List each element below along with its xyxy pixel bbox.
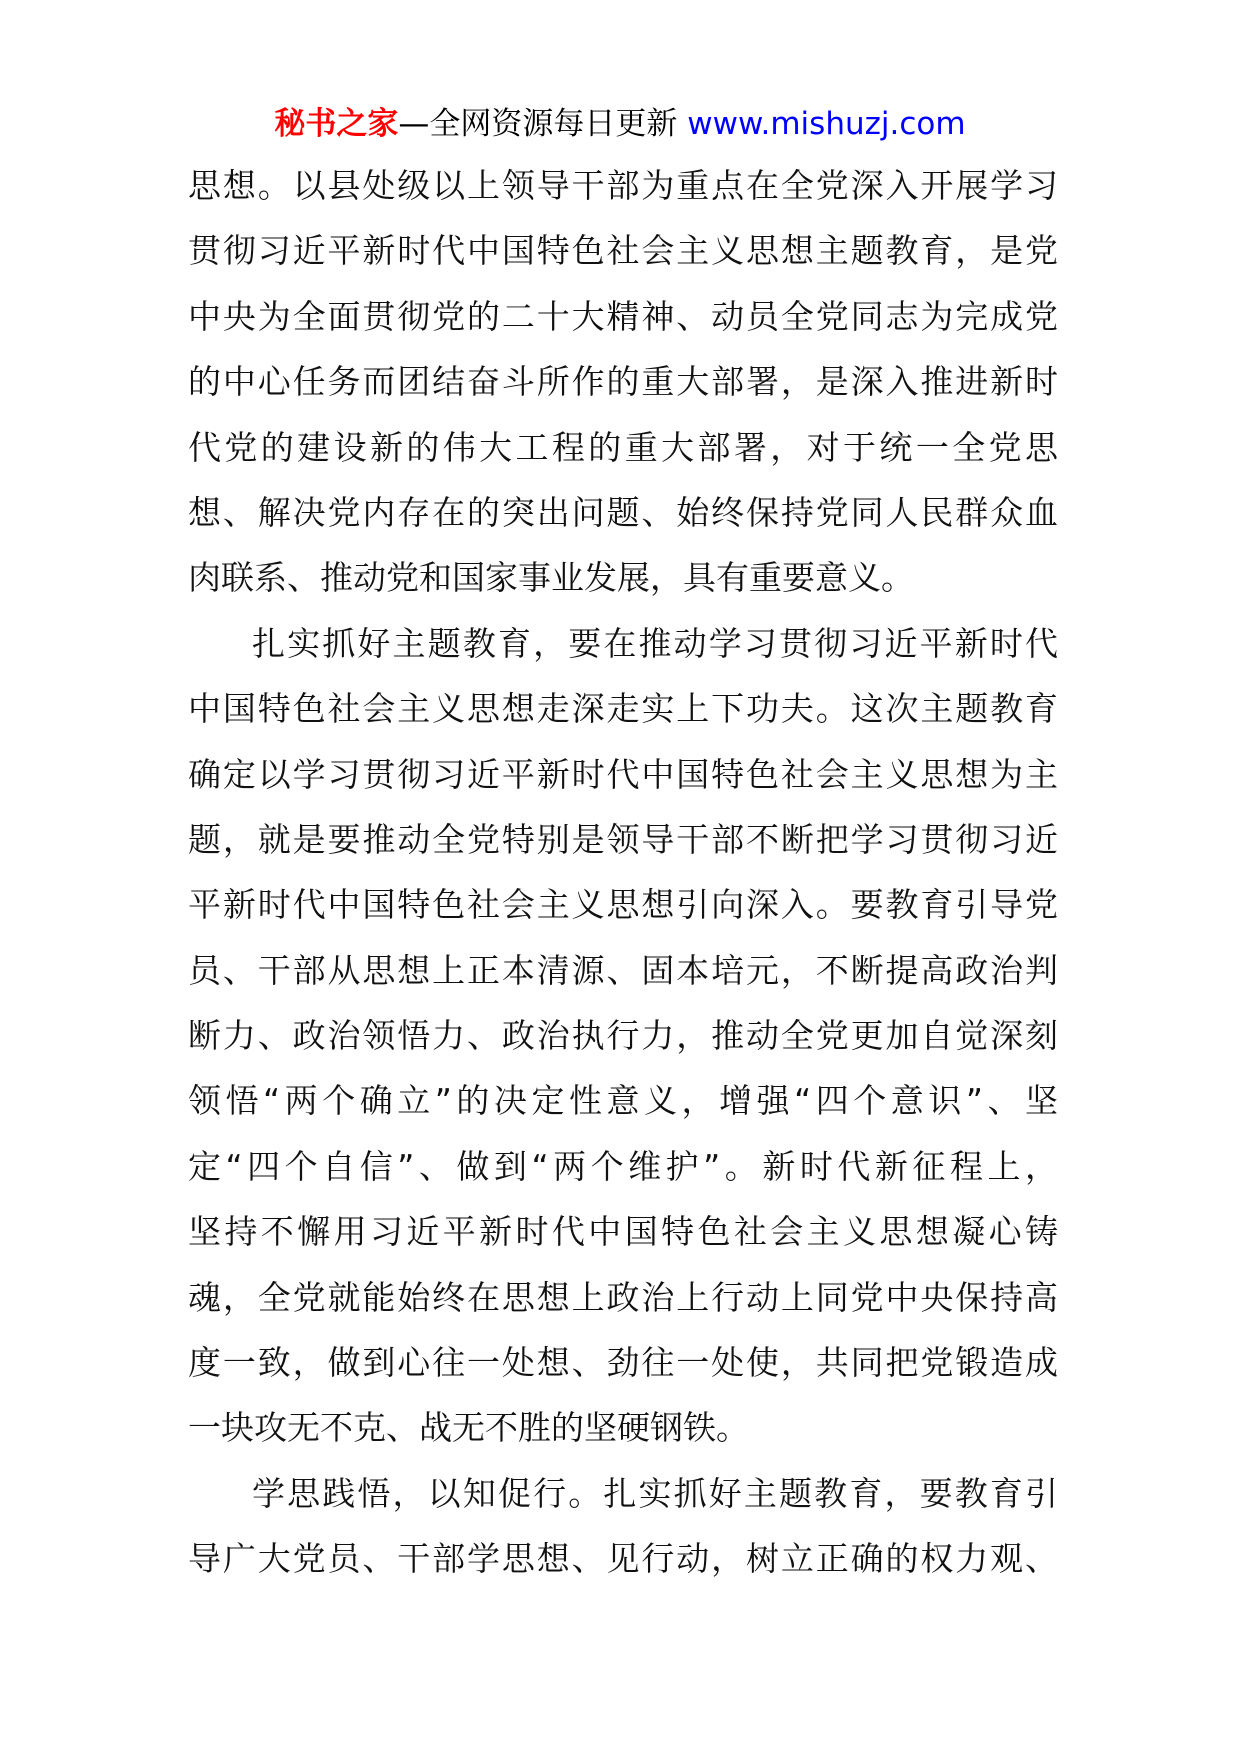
document-body xyxy=(188,153,1058,1592)
text-line: 领悟“两个确立”的决定性意义，增强“四个意识”、坚 xyxy=(188,1081,1058,1121)
text-line: 度一致，做到心往一处想、劲往一处使，共同把党锻造成 xyxy=(188,1343,1058,1383)
text-line: 思想。以县处级以上领导干部为重点在全党深入开展学习 xyxy=(188,166,1058,205)
text-line: 坚持不懈用习近平新时代中国特色社会主义思想凝心铸 xyxy=(188,1212,1058,1252)
text-line: 确定以学习贯彻习近平新时代中国特色社会主义思想为主 xyxy=(188,754,1058,794)
text-line: 题，就是要推动全党特别是领导干部不断把学习贯彻习近 xyxy=(188,819,1058,859)
paragraph-first-line: 扎实抓好主题教育，要在推动学习贯彻习近平新时代 xyxy=(252,623,1058,663)
paragraph-end-line: 肉联系、推动党和国家事业发展，具有重要意义。 xyxy=(188,558,914,598)
text-line: 定“四个自信”、做到“两个维护”。新时代新征程上， xyxy=(188,1146,1058,1186)
text-line: 断力、政治领悟力、政治执行力，推动全党更加自觉深刻 xyxy=(188,1016,1058,1056)
text-line: 的中心任务而团结奋斗所作的重大部署，是深入推进新时 xyxy=(188,362,1058,402)
text-line: 中国特色社会主义思想走深走实上下功夫。这次主题教育 xyxy=(188,689,1058,729)
header-url-link[interactable]: www.mishuzj.com xyxy=(687,106,966,142)
text-line: 中央为全面贯彻党的二十大精神、动员全党同志为完成党 xyxy=(188,296,1058,336)
paragraph-end-line: 一块攻无不克、战无不胜的坚硬钢铁。 xyxy=(188,1408,749,1448)
text-line: 员、干部从思想上正本清源、固本培元，不断提高政治判 xyxy=(188,950,1058,990)
page-header xyxy=(0,98,1240,150)
text-line: 平新时代中国特色社会主义思想引向深入。要教育引导党 xyxy=(188,885,1058,925)
text-line: 想、解决党内存在的突出问题、始终保持党同人民群众血 xyxy=(188,492,1058,532)
header-tagline: —全网资源每日更新 xyxy=(398,106,678,142)
text-line: 魂，全党就能始终在思想上政治上行动上同党中央保持高 xyxy=(188,1277,1058,1317)
paragraph-first-line: 学思践悟，以知促行。扎实抓好主题教育，要教育引 xyxy=(252,1473,1058,1513)
header-brand: 秘书之家 xyxy=(274,106,399,142)
text-line: 导广大党员、干部学思想、见行动，树立正确的权力观、 xyxy=(188,1539,1058,1579)
text-line: 代党的建设新的伟大工程的重大部署，对于统一全党思 xyxy=(188,427,1058,467)
text-line: 贯彻习近平新时代中国特色社会主义思想主题教育，是党 xyxy=(188,231,1058,271)
